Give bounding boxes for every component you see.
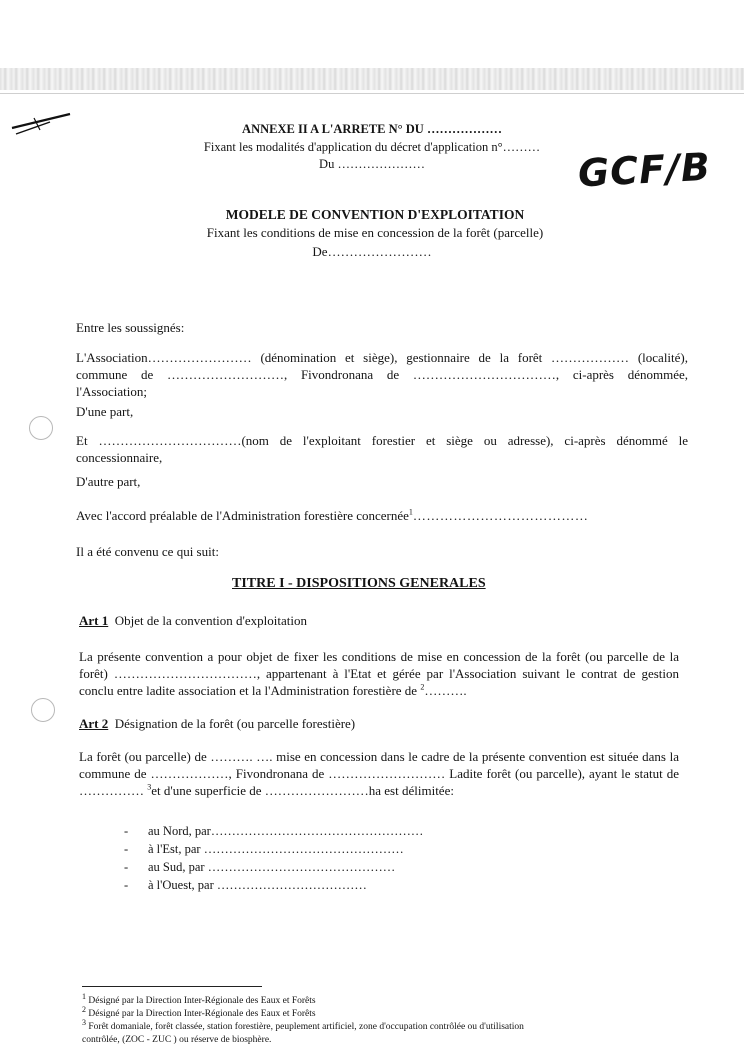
- scan-artifact-line: [0, 93, 744, 94]
- article-2-text-end: et d'une superficie de ……………………ha est délimitée:: [151, 783, 454, 798]
- article-2-text: La forêt (ou parcelle) de ………. …. mise en concession dans le cadre de la présente convention est située dans la commune de ………………, Fivondronana de ……………………… Ladite forêt (ou parcelle), ayant le statut de ……………: [79, 749, 679, 798]
- list-item: - à l'Ouest, par ………………………………: [124, 878, 367, 892]
- punch-hole: [29, 416, 53, 440]
- page-title: MODELE DE CONVENTION D'EXPLOITATION: [225, 207, 525, 222]
- footnote-ref: 1: [408, 507, 413, 517]
- footnote-text: Désigné par la Direction Inter-Régionale des Eaux et Forêts: [88, 996, 316, 1006]
- accord-line: [76, 508, 588, 524]
- list-item-text: au Nord, par……………………………………………: [148, 824, 424, 838]
- annex-subtitle: Fixant les modalités d'application du décret d'application n°………: [203, 140, 541, 154]
- footnote-number: 3: [82, 1017, 86, 1027]
- accord-text: Avec l'accord préalable de l'Administration forestière concernée: [76, 508, 409, 523]
- article-1-label: Art 1: [79, 613, 109, 628]
- list-item-text: à l'Ouest, par ………………………………: [148, 878, 367, 892]
- scan-artifact-band: [0, 68, 744, 90]
- list-item: - à l'Est, par …………………………………………: [124, 842, 404, 856]
- article-1-title: Objet de la convention d'exploitation: [114, 613, 307, 628]
- article-2-paragraph: [79, 748, 679, 799]
- footnote-divider: [82, 986, 262, 987]
- handwritten-code: GCF/B: [576, 144, 712, 196]
- list-item: - au Sud, par ………………………………………: [124, 860, 396, 874]
- accord-dots: …………………………………: [412, 508, 589, 523]
- list-item-text: à l'Est, par …………………………………………: [148, 842, 404, 856]
- article-1-dots: ……….: [424, 683, 467, 698]
- exploitant-paragraph: Et ……………………………(nom de l'exploitant forestier et siège ou adresse), ci-après dénommé le concessionnaire,: [76, 433, 688, 465]
- punch-hole: [31, 698, 55, 722]
- footnote: [82, 1034, 271, 1046]
- footnote-text: Forêt domaniale, forêt classée, station forestière, peuplement artificiel, zone d'occupation contrôlée ou d'utilisation: [88, 1022, 524, 1032]
- footnote-number: 1: [82, 991, 86, 1001]
- article-2-title: Désignation de la forêt (ou parcelle forestière): [114, 716, 356, 731]
- footnote-text: Désigné par la Direction Inter-Régionale des Eaux et Forêts: [88, 1009, 316, 1019]
- title-de: De……………………: [312, 244, 432, 259]
- list-item: - au Nord, par……………………………………………: [124, 824, 424, 838]
- article-1-text: La présente convention a pour objet de fixer les conditions de mise en concession de la forêt (ou parcelle de la forêt) ……………………………, appartenant à l'Etat et gérée par l'Association suivant le contrat de gestion conclu entre ladite association et la l'Administration forestière de: [79, 649, 679, 698]
- article-2-heading: [79, 716, 355, 732]
- footnote: [82, 991, 316, 1007]
- annex-du: Du …………………: [319, 157, 425, 171]
- article-1-heading: [79, 613, 307, 629]
- article-2-label: Art 2: [79, 716, 109, 731]
- boundary-list: [124, 822, 423, 894]
- section-title: TITRE I - DISPOSITIONS GENERALES: [232, 576, 486, 591]
- association-paragraph: L'Association…………………… (dénomination et siège), gestionnaire de la forêt ……………… (localité), commune de ………………………, Fivondronana de ……………………………, ci-après dénommée, l'Association;: [76, 350, 688, 399]
- page-subtitle: Fixant les conditions de mise en concession de la forêt (parcelle): [206, 225, 544, 240]
- footnote-ref: 3: [147, 782, 152, 792]
- footnote-ref: 2: [420, 682, 425, 692]
- footnote: [82, 1004, 316, 1020]
- footnote-text: contrôlée, (ZOC - ZUC ) ou réserve de biosphère.: [82, 1035, 272, 1045]
- convenu-line: Il a été convenu ce qui suit:: [76, 544, 219, 559]
- part-one: D'une part,: [76, 404, 134, 419]
- part-two: D'autre part,: [76, 474, 141, 489]
- parties-intro: Entre les soussignés:: [76, 320, 185, 335]
- annex-title: ANNEXE II A L'ARRETE N° DU ………………: [242, 122, 502, 136]
- footnote: [82, 1017, 524, 1033]
- article-1-paragraph: [79, 648, 679, 699]
- list-item-text: au Sud, par ………………………………………: [148, 860, 396, 874]
- footnote-number: 2: [82, 1004, 86, 1014]
